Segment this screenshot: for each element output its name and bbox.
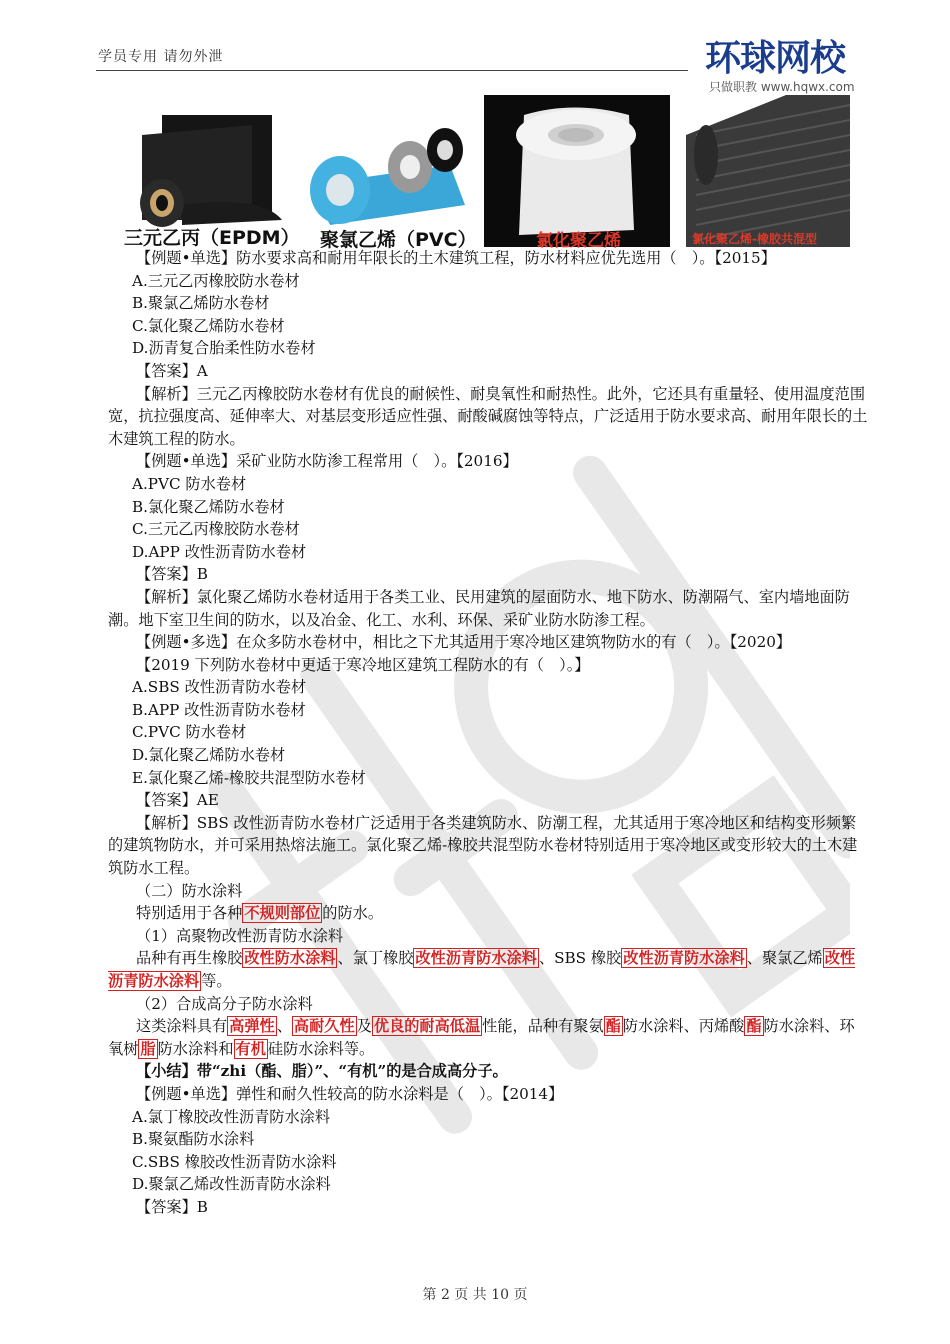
q2-answer: 【答案】B — [136, 565, 208, 584]
text: 性能，品种有聚氨 — [482, 1017, 604, 1036]
text: 、氯丁橡胶 — [337, 949, 414, 968]
highlight-irregular-parts: 不规则部位 — [244, 904, 321, 923]
text: 及 — [356, 1017, 372, 1036]
text: 防水涂料和 — [157, 1039, 234, 1058]
q1-answer: 【答案】A — [136, 361, 208, 380]
text: 品种有再生橡胶 — [136, 949, 243, 968]
text: 等。 — [201, 972, 232, 990]
q2-analysis: 【解析】氯化聚乙烯防水卷材适用于各类工业、民用建筑的屋面防水、地下防水、防潮隔气、室内墙地面防潮。地下室卫生间的防水，以及冶金、化工、水利、环保、采矿业防水防渗工程。 — [108, 587, 850, 629]
logo-subtitle: 只做职教 www.hqwx.com — [709, 80, 855, 94]
section-title: （二）防水涂料 — [136, 881, 243, 900]
q4-stem: 【例题•单选】弹性和耐久性较高的防水涂料是（ ）。【2014】 — [136, 1084, 564, 1103]
highlight: 优良的耐高低温 — [373, 1017, 481, 1036]
q3-option-c: C.PVC 防水卷材 — [132, 723, 247, 742]
header-confidential-text: 学员专用 请勿外泄 — [98, 49, 224, 65]
q2-option-b: B.氯化聚乙烯防水卷材 — [132, 497, 285, 516]
q3-stem: 【例题•多选】在众多防水卷材中，相比之下尤其适用于寒冷地区建筑物防水的有（ ）。【2020】 — [136, 633, 792, 652]
highlight: 改性沥青防水涂料 — [108, 949, 856, 990]
q4-answer: 【答案】B — [136, 1197, 208, 1216]
summary: 【小结】带“zhi（酯、脂）”、“有机”的是合成高分子。 — [136, 1062, 508, 1081]
image-caption-epdm: 三元乙丙（EPDM） — [124, 227, 300, 249]
highlight: 改性沥青防水涂料 — [623, 949, 745, 968]
logo-text: 环球网校 — [705, 38, 846, 79]
subsection-1-body — [108, 947, 868, 992]
q3-answer: 【答案】AE — [136, 791, 219, 810]
text: 特别适用于各种 — [136, 904, 243, 923]
image-caption-cpe: 氯化聚乙烯 — [536, 231, 621, 251]
q3-option-e: E.氯化聚乙烯-橡胶共混型防水卷材 — [132, 768, 366, 787]
subsection-2-body — [108, 1015, 868, 1060]
q4-option-c: C.SBS 橡胶改性沥青防水涂料 — [132, 1152, 337, 1171]
q3-option-b: B.APP 改性沥青防水卷材 — [132, 700, 306, 719]
text: 、SBS 橡胶 — [538, 949, 622, 968]
cpe-roll-image — [484, 95, 670, 247]
subsection-2-title: （2）合成高分子防水涂料 — [136, 994, 313, 1013]
highlight: 脂 — [140, 1039, 156, 1058]
section-intro — [108, 902, 868, 925]
q3-option-d: D.氯化聚乙烯防水卷材 — [132, 746, 286, 765]
text: 这类涂料具有 — [136, 1017, 228, 1036]
highlight: 高耐久性 — [293, 1017, 355, 1036]
q1-option-a: A.三元乙丙橡胶防水卷材 — [132, 271, 300, 290]
image-caption-cpe-rubber: 氯化聚乙烯-橡胶共混型 — [692, 232, 817, 246]
image-caption-pvc: 聚氯乙烯（PVC） — [320, 229, 477, 251]
header-divider — [96, 70, 688, 71]
text: 硅防水涂料等。 — [267, 1039, 375, 1058]
text: 防水涂料、丙烯酸 — [622, 1017, 745, 1036]
text: 的防水。 — [322, 904, 383, 923]
q2-stem: 【例题•单选】采矿业防水防渗工程常用（ ）。【2016】 — [136, 452, 518, 471]
q1-option-d: D.沥青复合胎柔性防水卷材 — [132, 339, 316, 358]
q1-analysis: 【解析】三元乙丙橡胶防水卷材有优良的耐候性、耐臭氧性和耐热性。此外，它还具有重量轻、使用温度范围宽，抗拉强度高、延伸率大、对基层变形适应性强、耐酸碱腐蚀等特点，广泛适用于防水要求高、耐用年限长的土木建筑工程的防水。 — [108, 384, 868, 448]
q4-option-d: D.聚氯乙烯改性沥青防水涂料 — [132, 1175, 331, 1194]
q4-option-b: B.聚氨酯防水涂料 — [132, 1130, 255, 1149]
highlight: 高弹性 — [229, 1017, 275, 1036]
text: 、聚氯乙烯 — [746, 949, 823, 968]
q3-stem-2019: 【2019 下列防水卷材中更适于寒冷地区建筑工程防水的有（ ）。】 — [136, 655, 590, 674]
page-number: 第 2 页 共 10 页 — [422, 1287, 528, 1303]
q2-option-d: D.APP 改性沥青防水卷材 — [132, 542, 307, 561]
highlight: 改性防水涂料 — [244, 949, 336, 968]
subsection-1-title: （1）高聚物改性沥青防水涂料 — [136, 926, 344, 945]
q3-analysis: 【解析】SBS 改性沥青防水卷材广泛适用于各类建筑防水、防潮工程，尤其适用于寒冷地区和结构变形频繁的建筑物防水，并可采用热熔法施工。氯化聚乙烯-橡胶共混型防水卷材特别适用于寒冷地区或变形较大的土木建筑防水工程。 — [108, 813, 858, 878]
q2-option-c: C.三元乙丙橡胶防水卷材 — [132, 520, 300, 539]
highlight: 酯 — [605, 1017, 621, 1036]
q1-stem: 【例题•单选】防水要求高和耐用年限长的土木建筑工程，防水材料应优先选用（ ）。【2015】 — [136, 249, 776, 267]
q2-option-a: A.PVC 防水卷材 — [132, 474, 247, 493]
highlight: 改性沥青防水涂料 — [415, 949, 537, 968]
highlight: 有机 — [235, 1039, 266, 1058]
text: 防水涂料、环氧树 — [108, 1017, 855, 1058]
q4-option-a: A.氯丁橡胶改性沥青防水涂料 — [132, 1107, 331, 1126]
highlight: 酯 — [746, 1017, 762, 1036]
logo — [705, 30, 875, 100]
cpe-rubber-roll-image — [686, 95, 850, 247]
page-content — [108, 247, 868, 1219]
q3-option-a: A.SBS 改性沥青防水卷材 — [132, 678, 307, 697]
q1-option-b: B.聚氯乙烯防水卷材 — [132, 294, 270, 313]
text: 、 — [276, 1017, 292, 1036]
q1-option-c: C.氯化聚乙烯防水卷材 — [132, 316, 285, 335]
